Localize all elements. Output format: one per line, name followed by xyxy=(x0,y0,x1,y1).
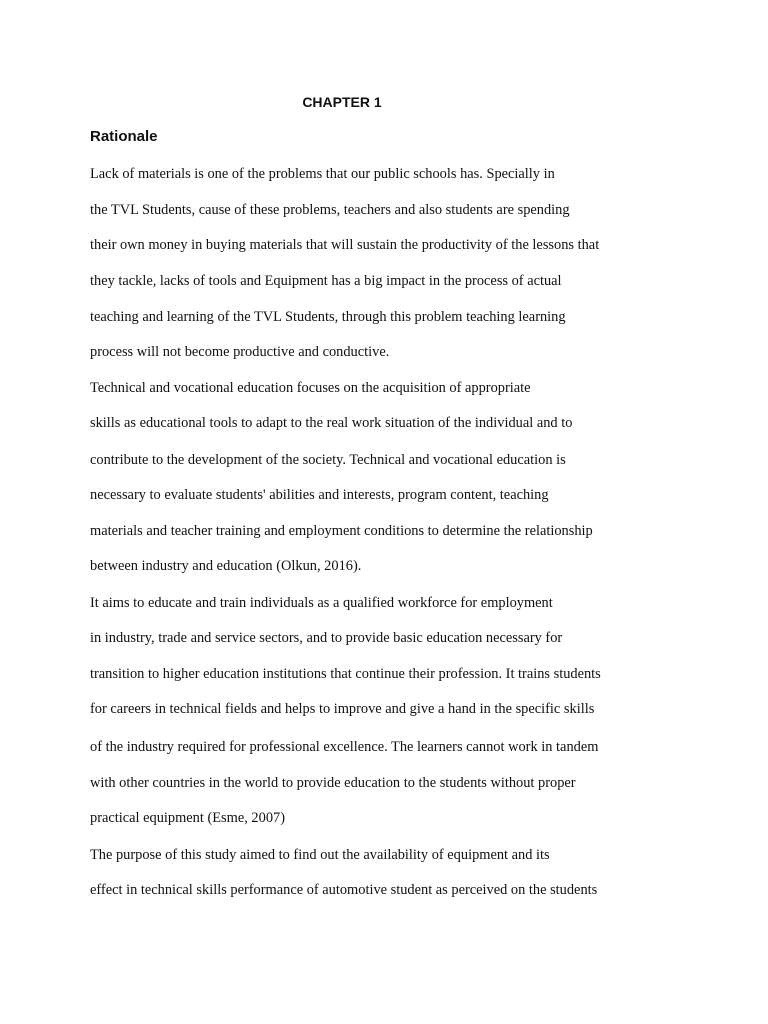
text-line: practical equipment (Esme, 2007) xyxy=(90,810,286,826)
text-line: in industry, trade and service sectors, and to provide basic education necessary for xyxy=(90,630,563,646)
text-line: the TVL Students, cause of these problems, teachers and also students are spending xyxy=(90,202,570,218)
section-heading: Rationale xyxy=(90,128,158,145)
text-line: effect in technical skills performance of automotive student as perceived on the students xyxy=(90,882,598,898)
text-line: skills as educational tools to adapt to the real work situation of the individual and to xyxy=(90,415,573,431)
text-line: for careers in technical fields and helps to improve and give a hand in the specific skills xyxy=(90,701,595,717)
text-line: contribute to the development of the society. Technical and vocational education is xyxy=(90,452,566,468)
text-line: their own money in buying materials that will sustain the productivity of the lessons that xyxy=(90,237,600,253)
text-line: with other countries in the world to provide education to the students without proper xyxy=(90,775,576,791)
text-line: Technical and vocational education focuses on the acquisition of appropriate xyxy=(90,380,531,396)
text-line: teaching and learning of the TVL Students, through this problem teaching learning xyxy=(90,309,566,325)
text-line: between industry and education (Olkun, 2016). xyxy=(90,558,362,574)
text-line: necessary to evaluate students' abilities and interests, program content, teaching xyxy=(90,487,549,503)
text-line: It aims to educate and train individuals as a qualified workforce for employment xyxy=(90,595,553,611)
text-line: The purpose of this study aimed to find out the availability of equipment and its xyxy=(90,847,550,863)
chapter-title: CHAPTER 1 xyxy=(302,94,382,110)
text-line: of the industry required for professional excellence. The learners cannot work in tandem xyxy=(90,739,599,755)
text-line: materials and teacher training and employment conditions to determine the relationship xyxy=(90,523,593,539)
text-line: Lack of materials is one of the problems that our public schools has. Specially in xyxy=(90,166,555,182)
text-line: they tackle, lacks of tools and Equipment has a big impact in the process of actual xyxy=(90,273,562,289)
text-line: process will not become productive and conductive. xyxy=(90,344,390,360)
text-line: transition to higher education institutions that continue their profession. It trains students xyxy=(90,666,601,682)
